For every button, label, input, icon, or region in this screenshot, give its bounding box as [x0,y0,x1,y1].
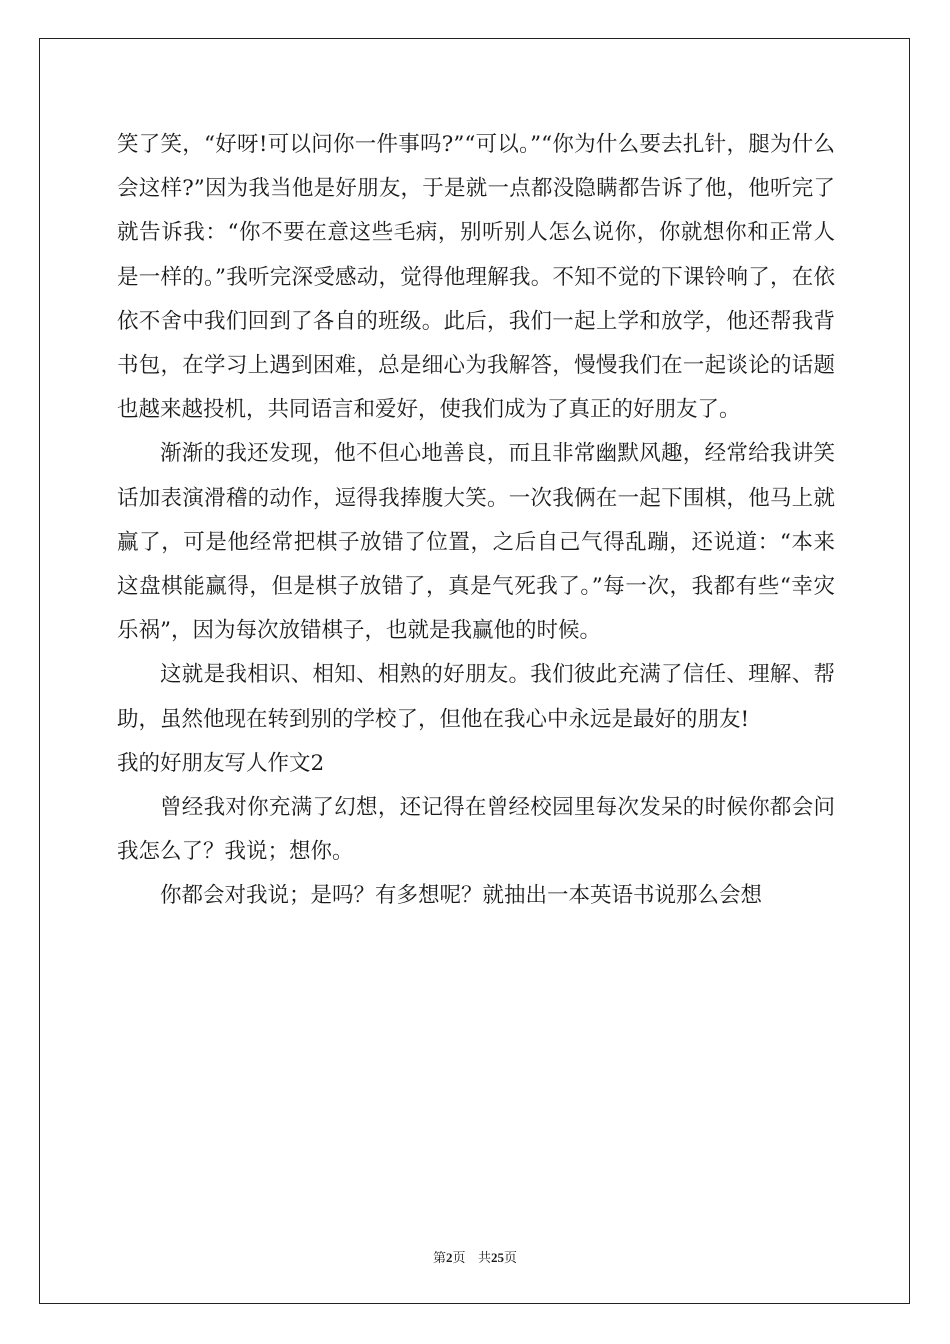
total-unit: 页 [503,1251,517,1266]
document-body [117,123,835,919]
essay-heading: 我的好朋友写人作文2 [117,750,325,776]
paragraph-5: 你都会对我说；是吗？有多想呢？就抽出一本英语书说那么会想 [160,883,763,909]
page-prefix: 第 [433,1251,447,1266]
page-total: 25 [490,1250,504,1265]
page-footer [0,1247,950,1266]
paragraph-4: 曾经我对你充满了幻想，还记得在曾经校园里每次发呆的时候你都会问我怎么了？我说；想你。 [117,795,835,865]
paragraph-3: 这就是我相识、相知、相熟的好朋友。我们彼此充满了信任、理解、帮助，虽然他现在转到别的学校了，但他在我心中永远是最好的朋友! [117,662,835,732]
total-prefix: 共 [477,1251,491,1266]
paragraph-2: 渐渐的我还发现，他不但心地善良，而且非常幽默风趣，经常给我讲笑话加表演滑稽的动作，逗得我捧腹大笑。一次我俩在一起下围棋，他马上就赢了，可是他经常把棋子放错了位置，之后自己气得乱蹦，还说道：“本来这盘棋能赢得，但是棋子放错了，真是气死我了。”每一次，我都有些“幸灾乐祸”，因为每次放错棋子，也就是我赢他的时候。 [117,441,835,644]
paragraph-1: 笑了笑，“好呀!可以问你一件事吗?”“可以。”“你为什么要去扎针，腿为什么会这样?”因为我当他是好朋友，于是就一点都没隐瞒都告诉了他，他听完了就告诉我：“你不要在意这些毛病，别听别人怎么说你，你就想你和正常人是一样的。”我听完深受感动，觉得他理解我。不知不觉的下课铃响了，在依依不舍中我们回到了各自的班级。此后，我们一起上学和放学，他还帮我背书包，在学习上遇到困难，总是细心为我解答，慢慢我们在一起谈论的话题也越来越投机，共同语言和爱好，使我们成为了真正的好朋友了。 [117,132,835,423]
page-current: 2 [446,1250,453,1265]
page-unit: 页 [452,1251,466,1266]
